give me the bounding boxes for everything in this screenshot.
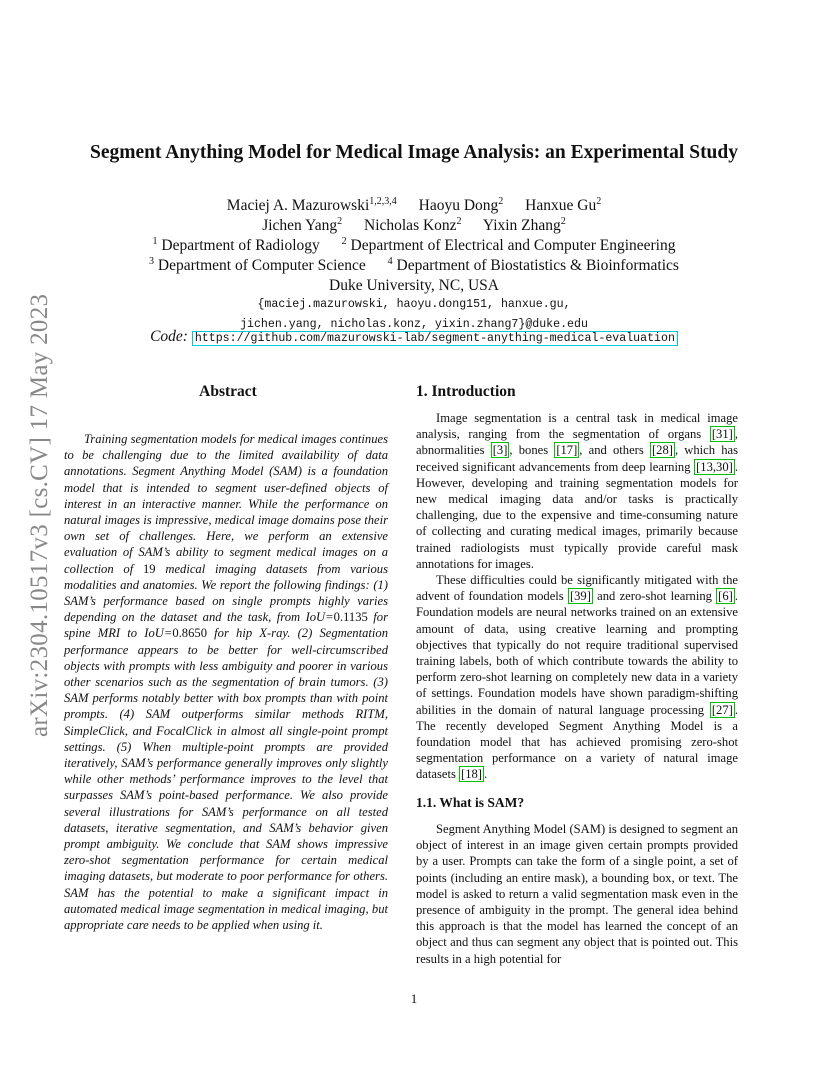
citation-link[interactable]: [3]: [492, 443, 508, 458]
subsection-heading-what-is-sam: 1.1. What is SAM?: [416, 795, 525, 810]
author-affil-sup: 2: [596, 195, 602, 207]
affiliation: Department of Biostatistics & Bioinformatics: [396, 257, 679, 274]
affil-number: 4: [387, 255, 393, 267]
code-label: Code:: [150, 328, 188, 345]
code-repo-link[interactable]: https://github.com/mazurowski-lab/segment-anything-medical-evaluation: [192, 331, 678, 346]
paper-title: Segment Anything Model for Medical Image Analysis: an Experimental Study: [89, 142, 739, 163]
what-is-sam-text: [416, 821, 738, 967]
citation-link[interactable]: [13,30]: [696, 459, 733, 474]
paragraph: Image segmentation is a central task in medical image analysis, ranging from the segmentation of organs [31] , abnormalities [3] , bones [17] , and others [28] , which has received significant advancements from deep learning [13,30] . However, developing and training segmentation models for new medical imaging data and/or tasks is practically challenging, due to the expensive and time-consuming nature of collecting and curating medical images, primarily because trained radiologists must typically provide careful mask annotations for images.: [416, 411, 739, 571]
email-line-1: {maciej.mazurowski, haoyu.dong151, hanxue.gu,: [257, 298, 571, 311]
citation-link[interactable]: [6]: [718, 589, 733, 604]
paragraph: These difficulties could be significantly mitigated with the advent of foundation models [39] and zero-shot learning [6] . Foundation models are neural networks trained on an extensive amount of data, using creative learning and prompting objectives that typically do not require traditional supervised training labels, both of which contribute towards the ability to perform zero-shot learning on completely new data in a variety of settings. Foundation models have shown paradigm-shifting abilities in the domain of natural language processing [27] . The recently developed Segment Anything Model is a foundation model that has achieved promising zero-shot segmentation performance on a variety of natural image datasets [18] .: [416, 573, 738, 782]
section-heading-introduction: 1. Introduction: [416, 383, 516, 400]
author-affil-sup: 2: [560, 215, 566, 227]
paragraph: Segment Anything Model (SAM) is designed to segment an object of interest in an image given certain prompts provided by a user. Prompts can take the form of a single point, a set of points (including an entire mask), a bounding box, or text. The model is asked to return a valid segmentation mask even in the presence of ambiguity in the prompt. The general idea behind this approach is that the model has learned the concept of an object and thus can segment any object that is pointed out. This results in a high potential for: [416, 822, 738, 966]
introduction-text: [416, 410, 738, 783]
author-name: Haoyu Dong: [418, 197, 499, 214]
email-line-2: jichen.yang, nicholas.konz, yixin.zhang7}@duke.edu: [240, 318, 588, 331]
affiliation: Department of Radiology: [161, 237, 320, 254]
citation-link[interactable]: [31]: [711, 427, 733, 442]
abstract-heading: Abstract: [199, 383, 257, 400]
author-name: Hanxue Gu: [525, 197, 597, 214]
affil-number: 1: [152, 235, 158, 247]
author-name: Jichen Yang: [262, 217, 338, 234]
citation-link[interactable]: [27]: [711, 702, 733, 717]
affiliation: Department of Electrical and Computer Engineering: [350, 237, 676, 254]
author-block: [90, 196, 738, 296]
affiliation: Department of Computer Science: [157, 257, 366, 274]
abstract-text: Training segmentation models for medical images continues to be challenging due to the limited availability of data annotations. Segment Anything Model (SAM) is a foundation model that is intended to segment user-defined objects of interest in an interactive manner. While the performance on natural images is impressive, medical image domains pose their own set of challenges. Here, we perform an extensive evaluation of SAM’s ability to segment medical images on a collection of 19 medical imaging datasets from various modalities and anatomies. We report the following findings: (1) SAM’s performance based on single prompts highly varies depending on the dataset and the task, from IoU=0.1135 for spine MRI to IoU=0.8650 for hip X-ray. (2) Segmentation performance appears to be better for well-circumscribed objects with prompts with less ambiguity and poorer in various other scenarios such as the segmentation of brain tumors. (3) SAM performs notably better with box prompts than with point prompts. (4) SAM outperforms similar methods RITM, SimpleClick, and FocalClick in almost all single-point prompt settings. (5) When multiple-point prompts are provided iteratively, SAM’s performance generally improves only slightly while other methods’ performance improves to the level that surpasses SAM’s point-based performance. We also provide several illustrations for SAM’s performance on all tested datasets, iterative segmentation, and SAM’s behavior given prompt ambiguity. We conclude that SAM shows impressive zero-shot segmentation performance for certain medical imaging datasets, but moderate to poor performance for others. SAM has the potential to make a significant impact in automated medical image segmentation in medical imaging, but appropriate care needs to be applied when using it.: [64, 432, 388, 933]
author-row-1: [90, 196, 738, 216]
citation-link[interactable]: [39]: [569, 589, 591, 604]
arxiv-stamp: arXiv:2304.10517v3 [cs.CV] 17 May 2023: [26, 293, 53, 737]
code-line: [90, 328, 738, 346]
citation-link[interactable]: [18]: [461, 767, 482, 782]
author-name: Maciej A. Mazurowski: [226, 197, 370, 214]
citation-link[interactable]: [28]: [651, 443, 673, 458]
affil-number: 2: [341, 235, 347, 247]
author-affil-sup: 2: [337, 215, 343, 227]
author-affil-sup: 1,2,3,4: [369, 195, 397, 207]
author-affil-sup: 2: [498, 195, 504, 207]
citation-link[interactable]: [17]: [556, 443, 578, 458]
affil-number: 3: [149, 255, 155, 267]
author-affil-sup: 2: [456, 215, 462, 227]
author-row-2: [90, 216, 738, 236]
page-number: 1: [410, 991, 418, 1006]
author-name: Yixin Zhang: [482, 217, 561, 234]
author-name: Nicholas Konz: [364, 217, 457, 234]
affiliation-row-2: [90, 256, 738, 276]
university: Duke University, NC, USA: [329, 277, 499, 294]
affiliation-row-1: [90, 236, 738, 256]
